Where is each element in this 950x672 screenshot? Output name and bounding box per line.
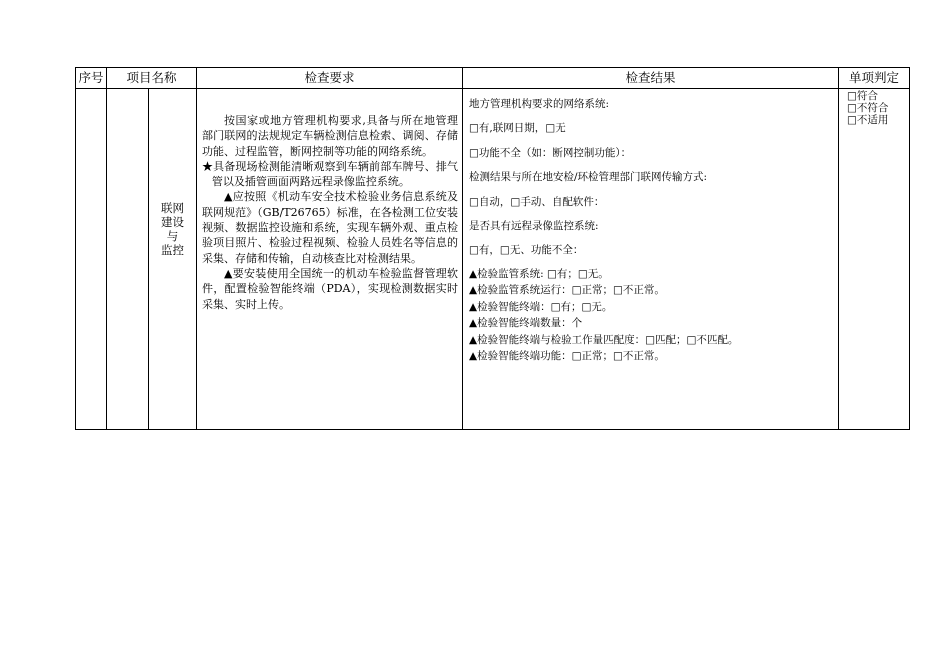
result-line: 是否具有远程录像监控系统: xyxy=(469,220,599,233)
header-item-name: 项目名称 xyxy=(107,68,197,89)
requirement-paragraph-3: ▲应按照《机动车安全技术检验业务信息系统及联网规范》（GB/T26765）标准，在各检测工位安装视频、数据监控设施和系统，实现车辆外观、重点检验项目照片、检验过程视频、检验人员姓名等信息的采集、存储和传输，自动核查比对检测结果。 xyxy=(202,190,459,265)
result-check-line: ▲检验监管系统运行：□正常；□不正常。 xyxy=(469,284,665,297)
header-requirement: 检查要求 xyxy=(197,68,463,89)
result-check-line: ▲检验智能终端：□有；□无。 xyxy=(469,300,613,313)
header-result: 检查结果 xyxy=(463,68,839,89)
requirement-paragraph-2: ★具备现场检测能清晰观察到车辆前部车牌号、排气管以及插管画面两路远程录像监控系统。 xyxy=(202,159,459,189)
inspection-table xyxy=(75,67,910,430)
row-item-name xyxy=(149,89,197,430)
result-check-line: ▲检验智能终端功能：□正常；□不正常。 xyxy=(469,350,665,363)
result-line: 地方管理机构要求的网络系统: xyxy=(469,98,610,110)
result-check-line: ▲检验监管系统: □有；□无。 xyxy=(469,267,609,280)
judgement-option-nonconform: □不符合 xyxy=(847,102,889,114)
judgement-option-conform: □符合 xyxy=(847,90,878,102)
result-check-line: ▲检验智能终端与检验工作量匹配度：□匹配；□不匹配。 xyxy=(469,333,739,346)
requirement-cell xyxy=(197,89,463,430)
requirement-paragraph-4: ▲要安装使用全国统一的机动车检验监督管理软件，配置检验智能终端（PDA），实现检测数据实时采集、实时上传。 xyxy=(202,266,459,311)
table-row xyxy=(76,89,910,430)
row-category-cell xyxy=(107,89,149,430)
result-cell xyxy=(463,89,839,430)
header-row xyxy=(76,68,910,89)
row-index-cell xyxy=(76,89,107,430)
result-line: 检测结果与所在地安检/环检管理部门联网传输方式: xyxy=(469,171,708,184)
judgement-cell xyxy=(839,89,910,430)
result-line: □有，□无、功能不全： xyxy=(469,244,584,257)
header-judgement: 单项判定 xyxy=(839,68,910,89)
judgement-option-not-applicable: □不适用 xyxy=(847,114,889,126)
item-name-text: 联网 建设 与 监控 xyxy=(161,201,184,257)
result-line: □有,联网日期，□无 xyxy=(469,122,566,135)
result-line: □功能不全（如：断网控制功能）： xyxy=(469,146,632,159)
result-line: □自动，□手动、自配软件： xyxy=(469,195,605,208)
header-index: 序号 xyxy=(76,68,107,89)
result-check-line: ▲检验智能终端数量：个 xyxy=(469,317,583,330)
requirement-paragraph-1: 按国家或地方管理机构要求,具备与所在地管理部门联网的法规规定车辆检测信息检索、调阅、存储功能、过程监管，断网控制等功能的网络系统。 xyxy=(202,114,459,158)
